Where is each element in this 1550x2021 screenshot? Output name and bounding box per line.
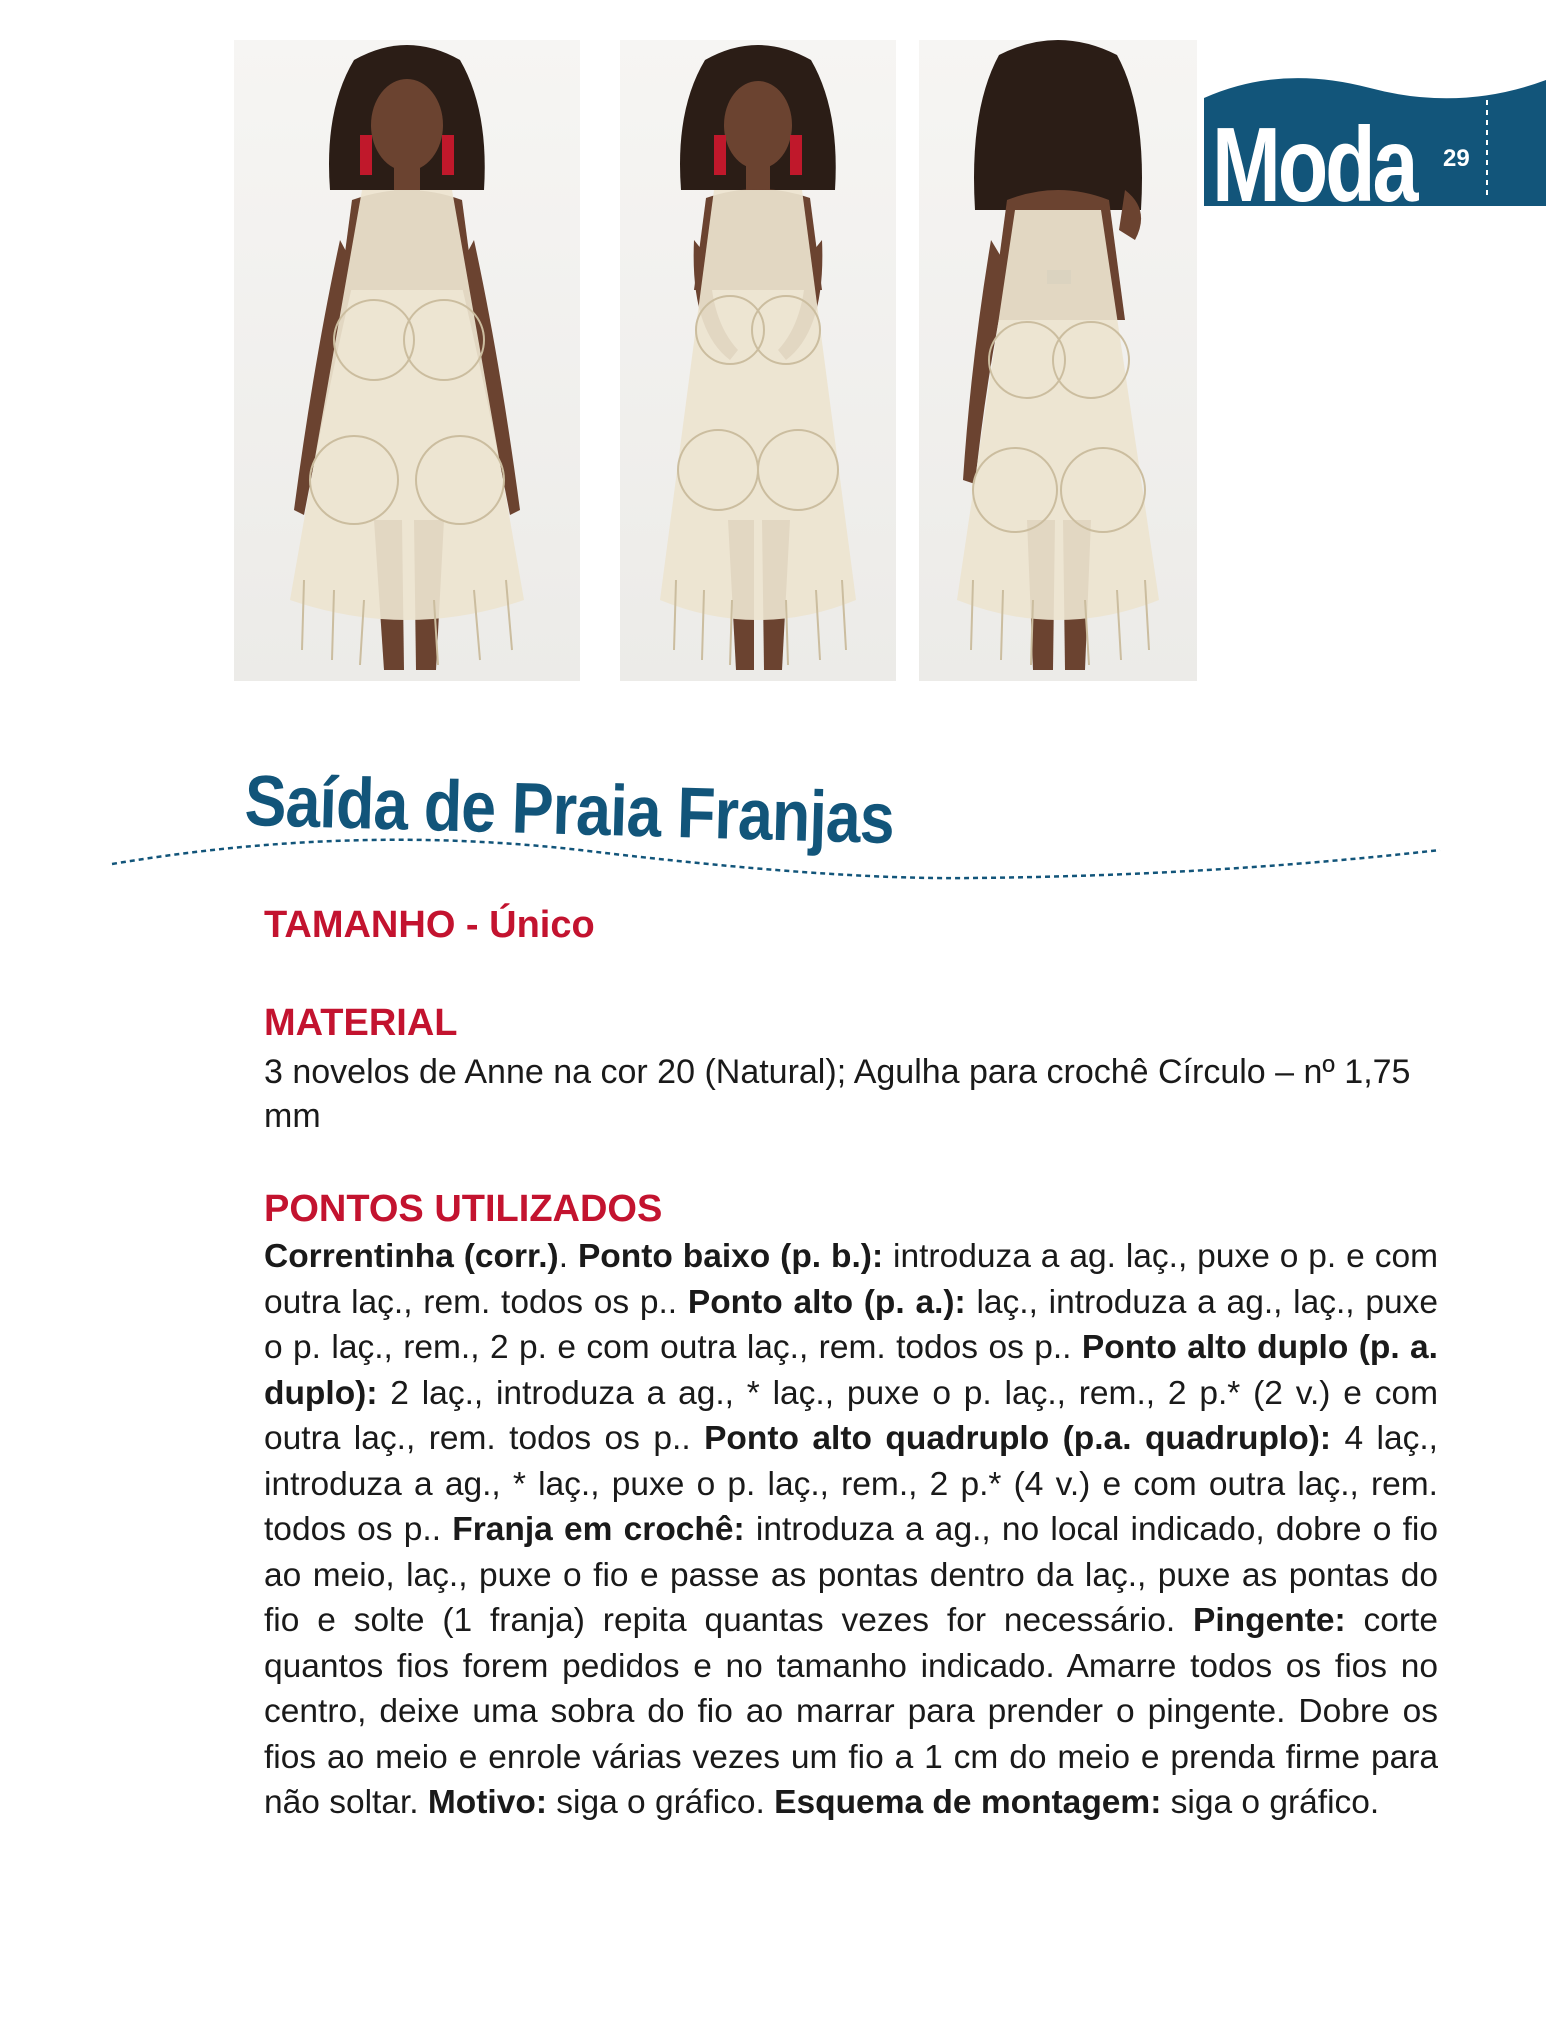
material-heading: MATERIAL [264, 1002, 458, 1044]
article-title: Saída de Praia Franjas [243, 760, 895, 860]
stitches-text [264, 1234, 1438, 1826]
stitch-term: Correntinha (corr.) [264, 1238, 559, 1275]
stitch-description: siga o gráfico. [546, 1784, 775, 1821]
stitch-term: Ponto alto quadruplo (p.a. quadruplo): [704, 1420, 1332, 1457]
stitches-heading: PONTOS UTILIZADOS [264, 1188, 663, 1230]
model-front-photo [234, 40, 580, 681]
stitch-term: Ponto alto duplo (p. a. duplo): [264, 1329, 1438, 1412]
stitch-term: Ponto alto (p. a.): [687, 1283, 966, 1321]
stitch-term: Motivo: [427, 1784, 547, 1821]
size-heading: TAMANHO - Único [264, 904, 595, 946]
section-badge [1200, 70, 1550, 230]
stitch-description: corte quantos fios forem pedidos e no tamanho indicado. Amarre todos os fios no centro, deixe uma sobra do fio ao marrar para prender o pingente. Dobre os fios ao meio e enrole várias vezes um fio a 1 cm do meio e prenda firme para não soltar. [264, 1602, 1438, 1821]
stitch-term: Franja em crochê: [452, 1511, 745, 1548]
stitch-term: Esquema de montagem: [774, 1784, 1162, 1821]
model-front-hands-photo [620, 40, 896, 681]
stitch-description: 2 laç., introduza a ag., * laç., puxe o p. laç., rem., 2 p.* (2 v.) e com outra laç., rem. todos os p.. [264, 1374, 1438, 1457]
stitch-term: Ponto baixo (p. b.): [577, 1238, 884, 1275]
stitch-description: siga o gráfico. [1161, 1784, 1380, 1821]
stitch-description: introduza a ag. laç., puxe o p. e com outra laç., rem. todos os p.. [264, 1238, 1438, 1321]
material-text: 3 novelos de Anne na cor 20 (Natural); Agulha para crochê Círculo – nº 1,75 mm [264, 1053, 1411, 1135]
section-title: Moda [1212, 106, 1416, 224]
stitch-term: Pingente: [1193, 1602, 1346, 1639]
stitch-description: introduza a ag., no local indicado, dobre o fio ao meio, laç., puxe o fio e passe as pontas dentro da laç., puxe as pontas do fio e solte (1 franja) repita quantas vezes for necessário. [264, 1511, 1439, 1639]
model-back-photo [919, 40, 1197, 681]
stitch-description: 4 laç., introduza a ag., * laç., puxe o p. laç., rem., 2 p.* (4 v.) e com outra laç., rem. todos os p.. [264, 1420, 1438, 1548]
page-number: 29 [1443, 145, 1470, 172]
stitch-description: . [558, 1238, 578, 1275]
stitch-description: laç., introduza a ag., laç., puxe o p. laç., rem., 2 p. e com outra laç., rem. todos os p.. [264, 1283, 1439, 1366]
